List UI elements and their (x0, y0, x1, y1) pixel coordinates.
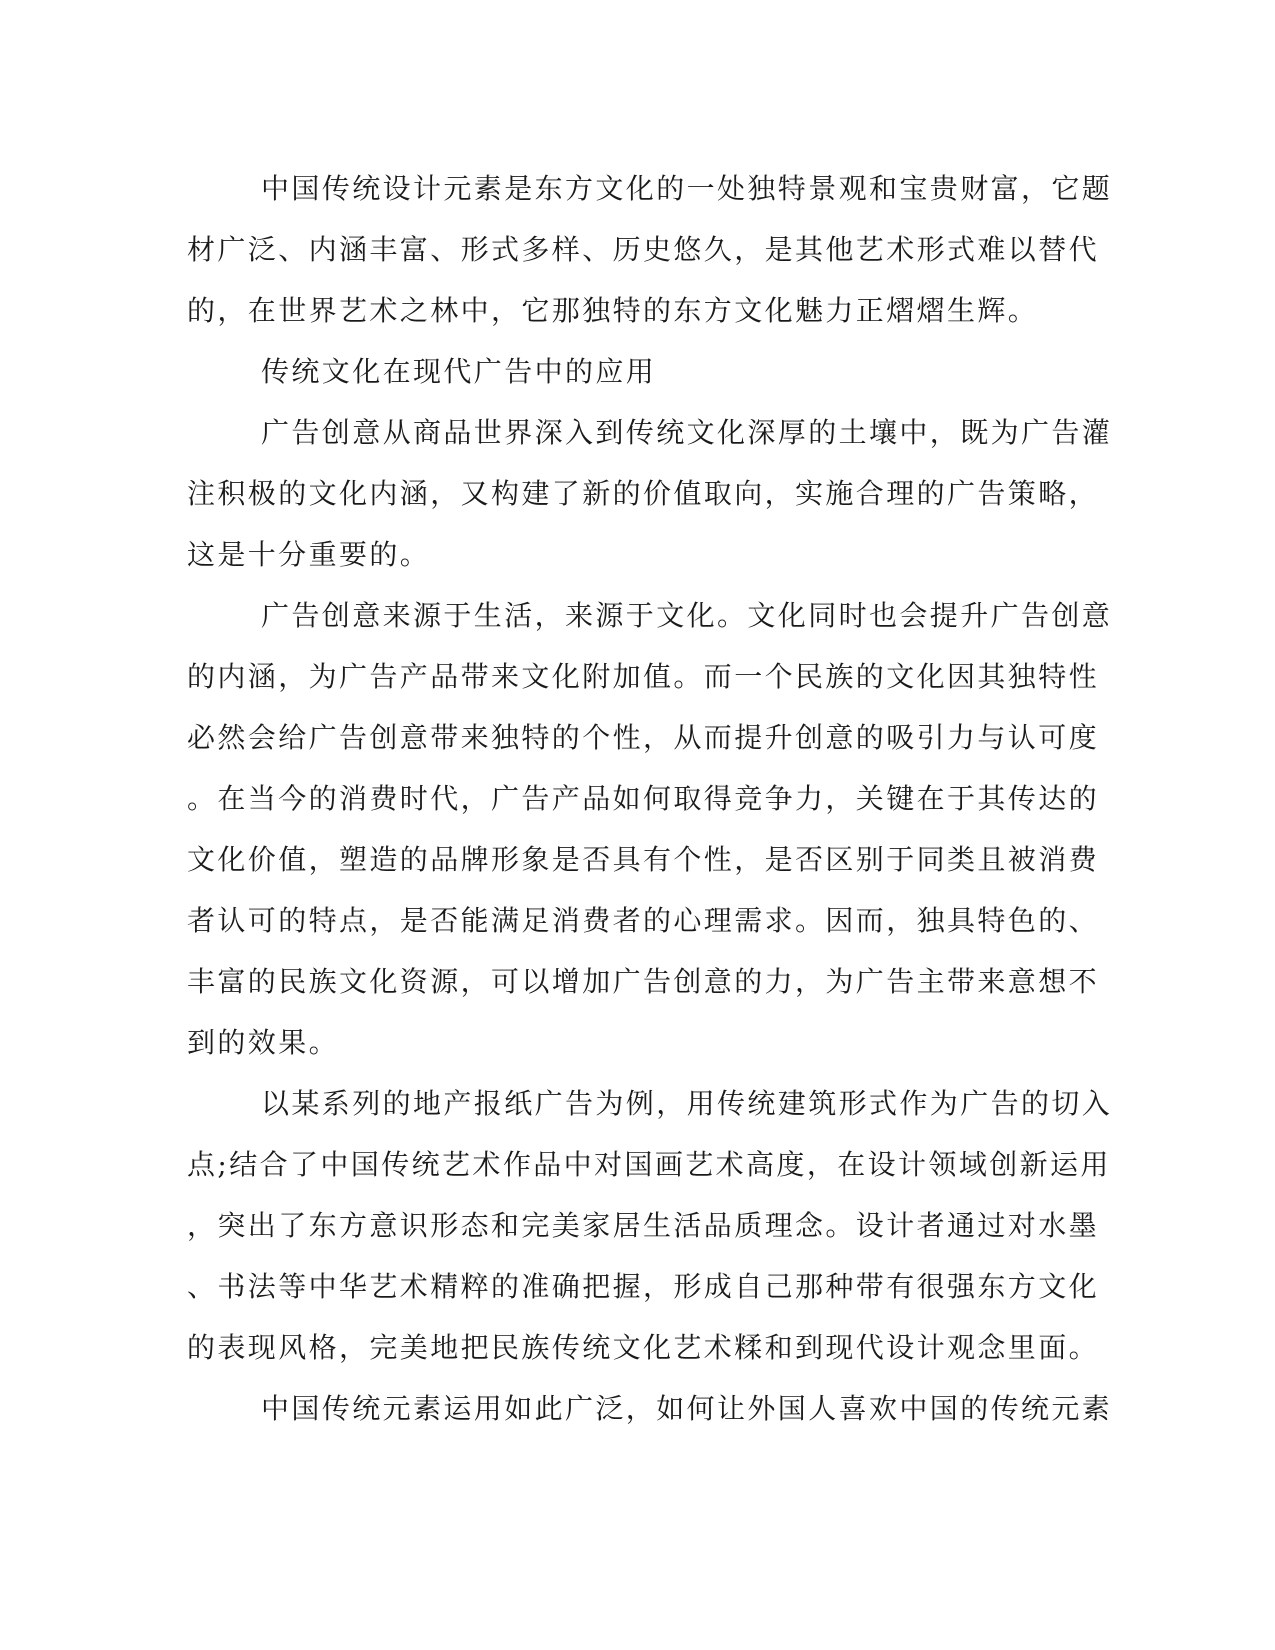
paragraph-3-line-5: 文化价值，塑造的品牌形象是否具有个性，是否区别于同类且被消费 (187, 843, 1100, 876)
document-body (187, 158, 1113, 1439)
paragraph-4-line-2: 点;结合了中国传统艺术作品中对国画艺术高度，在设计领域创新运用 (187, 1148, 1111, 1181)
paragraph-1-line-1: 中国传统设计元素是东方文化的一处独特景观和宝贵财富，它题 (261, 172, 1113, 205)
paragraph-3-line-2: 的内涵，为广告产品带来文化附加值。而一个民族的文化因其独特性 (187, 660, 1100, 693)
paragraph-1-line-3: 的，在世界艺术之林中，它那独特的东方文化魅力正熠熠生辉。 (187, 294, 1039, 327)
paragraph-4-line-3: ，突出了东方意识形态和完美家居生活品质理念。设计者通过对水墨 (187, 1209, 1100, 1242)
paragraph-2-line-1: 广告创意从商品世界深入到传统文化深厚的土壤中，既为广告灌 (261, 416, 1113, 449)
paragraph-2-line-2: 注积极的文化内涵，又构建了新的价值取向，实施合理的广告策略， (187, 477, 1100, 510)
paragraph-2-line-3: 这是十分重要的。 (187, 538, 431, 571)
paragraph-3-line-4: 。在当今的消费时代，广告产品如何取得竞争力，关键在于其传达的 (187, 782, 1100, 815)
paragraph-3-line-3: 必然会给广告创意带来独特的个性，从而提升创意的吸引力与认可度 (187, 721, 1100, 754)
paragraph-4-line-5: 的表现风格，完美地把民族传统文化艺术糅和到现代设计观念里面。 (187, 1331, 1100, 1364)
paragraph-5-line-1: 中国传统元素运用如此广泛，如何让外国人喜欢中国的传统元素 (261, 1392, 1113, 1425)
paragraph-3-line-7: 丰富的民族文化资源，可以增加广告创意的力，为广告主带来意想不 (187, 965, 1100, 998)
paragraph-3-line-8: 到的效果。 (187, 1026, 340, 1059)
paragraph-4-line-4: 、书法等中华艺术精粹的准确把握，形成自己那种带有很强东方文化 (187, 1270, 1100, 1303)
paragraph-3-line-1: 广告创意来源于生活，来源于文化。文化同时也会提升广告创意 (261, 599, 1113, 632)
paragraph-4-line-1: 以某系列的地产报纸广告为例，用传统建筑形式作为广告的切入 (261, 1087, 1113, 1120)
section-heading: 传统文化在现代广告中的应用 (261, 355, 657, 388)
paragraph-1-line-2: 材广泛、内涵丰富、形式多样、历史悠久，是其他艺术形式难以替代 (187, 233, 1100, 266)
paragraph-3-line-6: 者认可的特点，是否能满足消费者的心理需求。因而，独具特色的、 (187, 904, 1100, 937)
